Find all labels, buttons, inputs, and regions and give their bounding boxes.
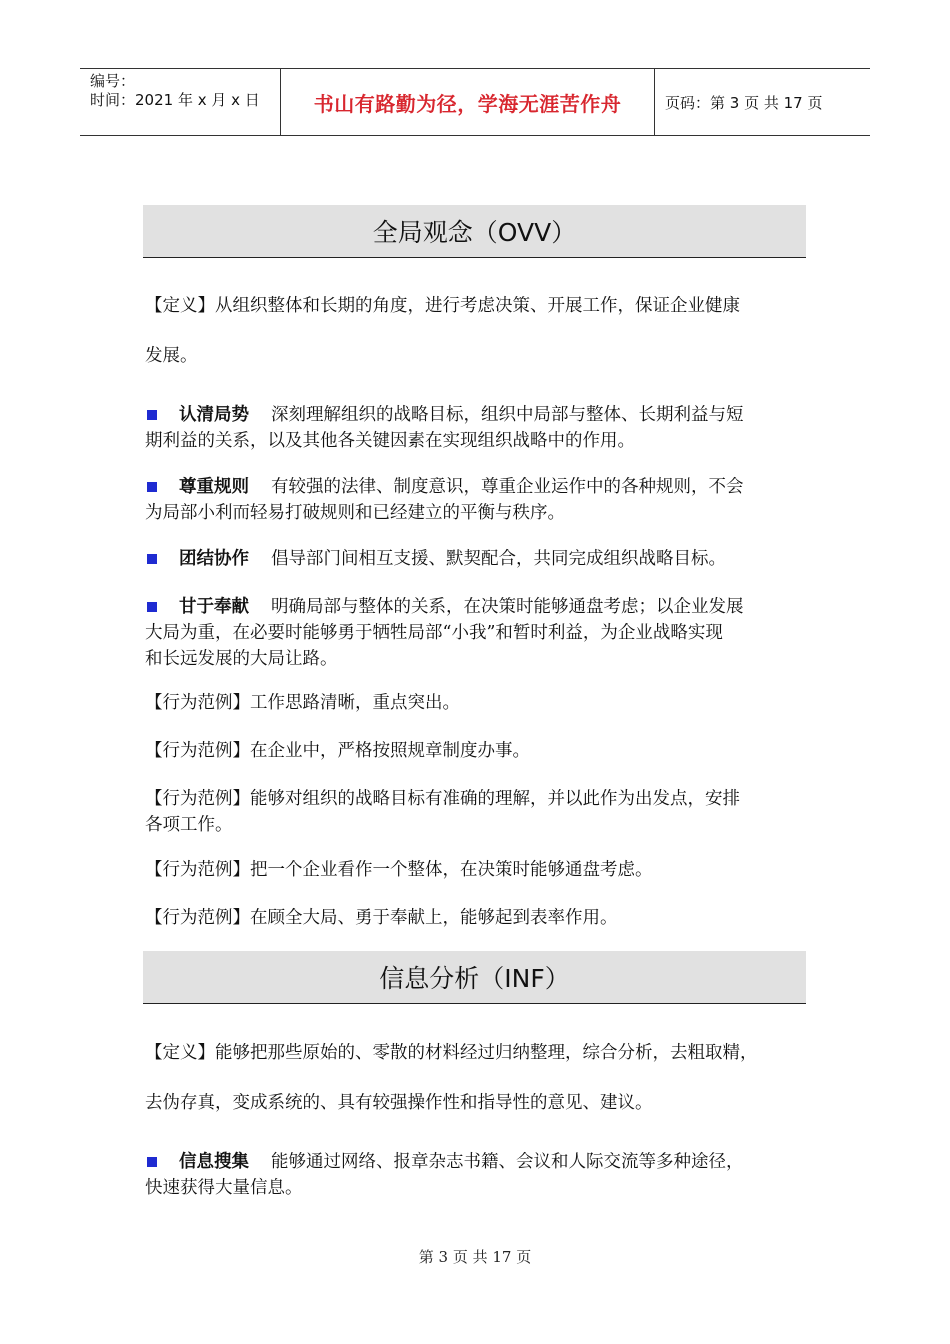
item-text: 能够通过网络、报章杂志书籍、会议和人际交流等多种途径，: [271, 1152, 744, 1172]
example-line: 各项工作。: [145, 815, 233, 835]
item-term: 团结协作: [179, 549, 249, 569]
item-text: 明确局部与整体的关系，在决策时能够通盘考虑；以企业发展: [271, 597, 744, 617]
item-dedication: [145, 594, 810, 672]
section-title-ovv: 全局观念（OVV）: [143, 205, 806, 258]
definition-line: 【定义】能够把那些原始的、零散的材料经过归纳整理，综合分析，去粗取精，: [145, 1043, 758, 1063]
definition-line: 【定义】从组织整体和长期的角度，进行考虑决策、开展工作，保证企业健康: [145, 296, 740, 316]
item-teamwork: [145, 546, 810, 572]
item-term: 认清局势: [179, 405, 249, 425]
square-bullet-icon: [147, 482, 157, 492]
date-label: 时间：2021 年 x 月 x 日: [90, 91, 260, 109]
item-term: 尊重规则: [179, 477, 249, 497]
example-2: 【行为范例】在企业中，严格按照规章制度办事。: [145, 741, 530, 761]
item-text: 有较强的法律、制度意识，尊重企业运作中的各种规则，不会: [271, 477, 744, 497]
example-5: 【行为范例】在顾全大局、勇于奉献上，能够起到表率作用。: [145, 908, 618, 928]
item-text: 期利益的关系，以及其他各关键因素在实现组织战略中的作用。: [145, 431, 635, 451]
definition-line: 发展。: [145, 346, 198, 366]
definition-line: 去伪存真，变成系统的、具有较强操作性和指导性的意见、建议。: [145, 1093, 653, 1113]
square-bullet-icon: [147, 554, 157, 564]
header-meta: [80, 69, 281, 135]
example-line: 【行为范例】能够对组织的战略目标有准确的理解，并以此作为出发点，安排: [145, 789, 740, 809]
item-info-collection: [145, 1149, 810, 1201]
definition-inf: [145, 1040, 810, 1116]
definition-ovv: [145, 293, 810, 369]
item-term: 信息搜集: [179, 1152, 249, 1172]
item-term: 甘于奉献: [179, 597, 249, 617]
item-text: 和长远发展的大局让路。: [145, 649, 338, 669]
page-footer: 第 3 页 共 17 页: [418, 1248, 532, 1266]
number-label: 编号：: [90, 72, 136, 90]
item-text: 为局部小利而轻易打破规则和已经建立的平衡与秩序。: [145, 503, 565, 523]
header-motto: 书山有路勤为径，学海无涯苦作舟: [281, 69, 655, 135]
square-bullet-icon: [147, 602, 157, 612]
square-bullet-icon: [147, 1157, 157, 1167]
example-1: 【行为范例】工作思路清晰，重点突出。: [145, 693, 460, 713]
square-bullet-icon: [147, 410, 157, 420]
item-text: 深刻理解组织的战略目标，组织中局部与整体、长期利益与短: [271, 405, 744, 425]
item-text: 快速获得大量信息。: [145, 1178, 303, 1198]
item-text: 倡导部门间相互支援、默契配合，共同完成组织战略目标。: [271, 549, 726, 569]
example-4: 【行为范例】把一个企业看作一个整体，在决策时能够通盘考虑。: [145, 860, 653, 880]
header-page-info: 页码：第 3 页 共 17 页: [665, 93, 823, 112]
item-recognize-situation: [145, 402, 810, 454]
example-3: [145, 786, 810, 838]
section-title-inf: 信息分析（INF）: [143, 951, 806, 1004]
item-text: 大局为重，在必要时能够勇于牺牲局部“小我”和暂时利益，为企业战略实现: [145, 623, 723, 643]
item-respect-rules: [145, 474, 810, 526]
page-header: [80, 68, 870, 136]
